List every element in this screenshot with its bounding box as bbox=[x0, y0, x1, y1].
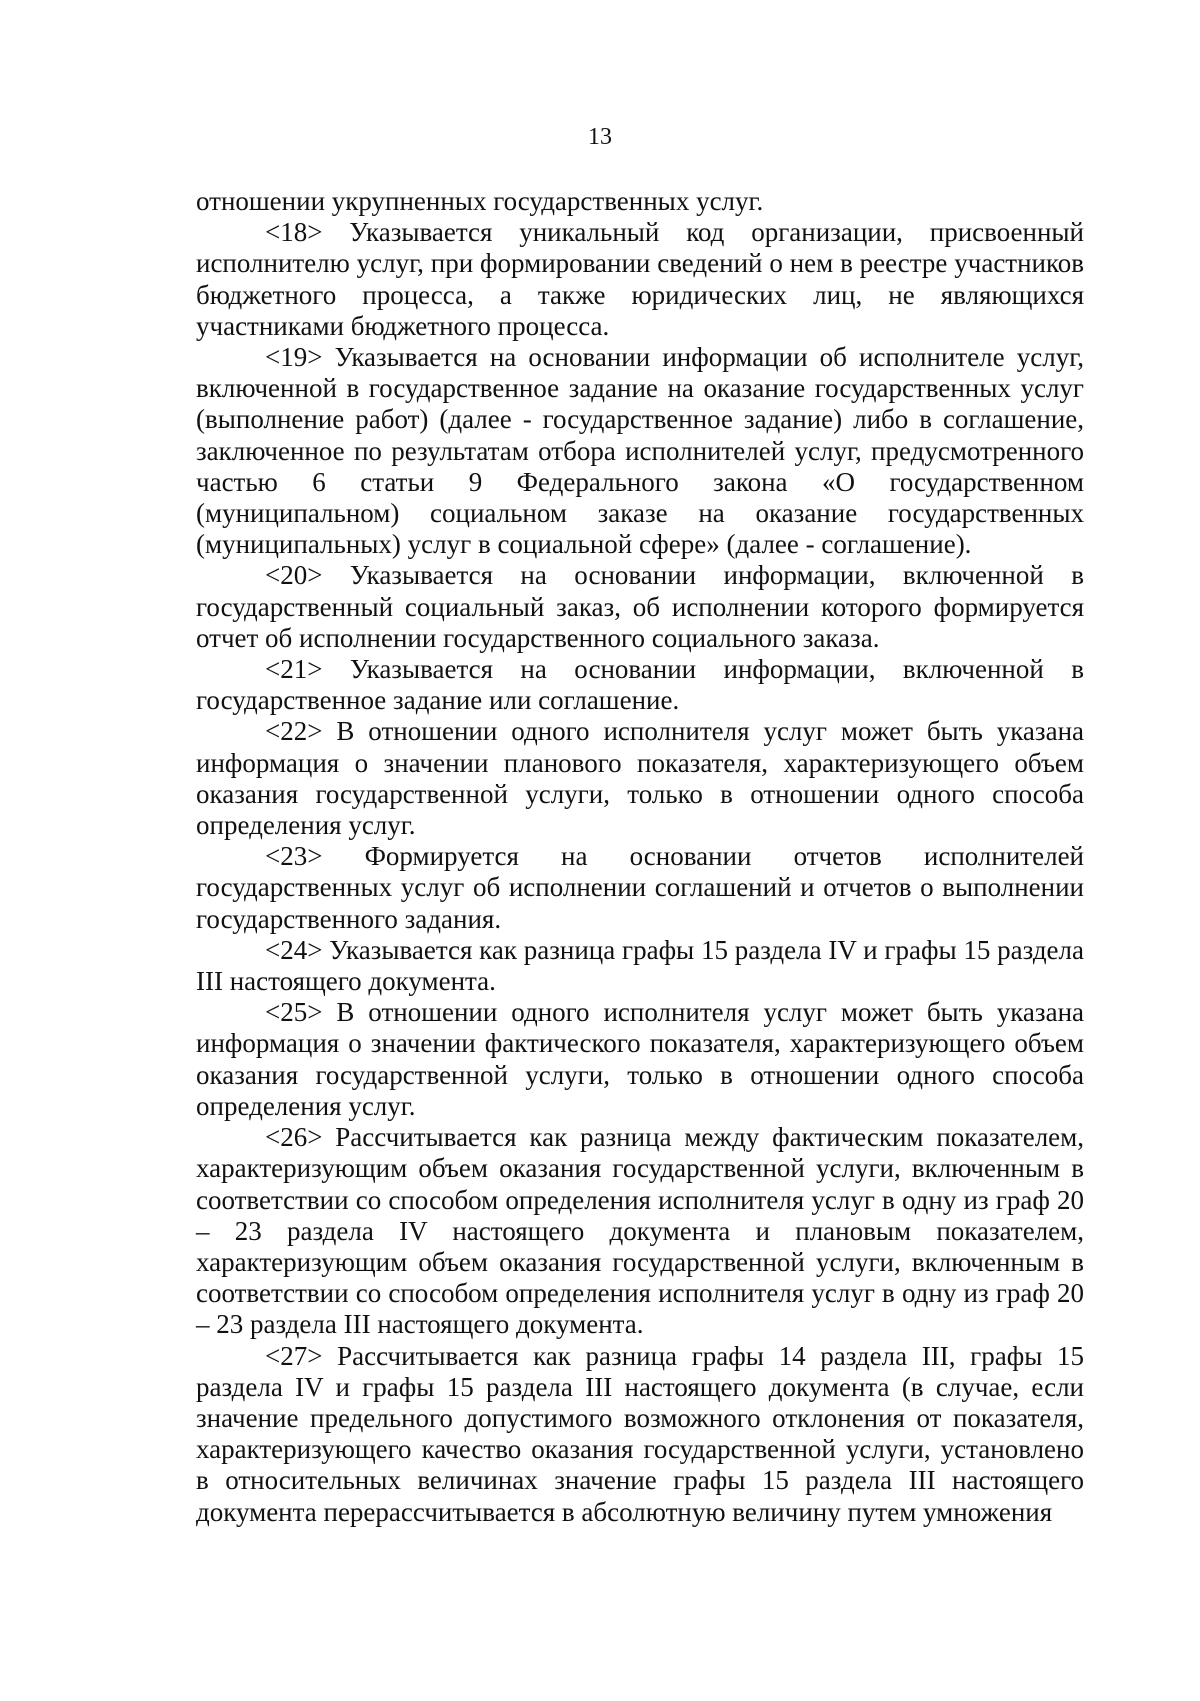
footnote-25: <25> В отношении одного исполнителя услуг может быть указана информация о значении фактического показателя, характеризующего объем оказания государственной услуги, только в отношении одного способа определения услуг. bbox=[196, 997, 1084, 1121]
document-body bbox=[196, 186, 1084, 1528]
footnote-21: <21> Указывается на основании информации, включенной в государственное задание или соглашение. bbox=[196, 654, 1084, 716]
page-number: 13 bbox=[588, 124, 612, 150]
footnote-23: <23> Формируется на основании отчетов исполнителей государственных услуг об исполнении соглашений и отчетов о выполнении государственного задания. bbox=[196, 841, 1084, 934]
footnote-18: <18> Указывается уникальный код организации, присвоенный исполнителю услуг, при формировании сведений о нем в реестре участников бюджетного процесса, а также юридических лиц, не являющихся участниками бюджетного процесса. bbox=[196, 217, 1084, 341]
footnote-19: <19> Указывается на основании информации об исполнителе услуг, включенной в государственное задание на оказание государственных услуг (выполнение работ) (далее - государственное задание) либо в соглашение, заключенное по результатам отбора исполнителей услуг, предусмотренного частью 6 статьи 9 Федерального закона «О государственном (муниципальном) социальном заказе на оказание государственных (муниципальных) услуг в социальной сфере» (далее - соглашение). bbox=[196, 342, 1084, 560]
paragraph-continuation: отношении укрупненных государственных услуг. bbox=[196, 186, 764, 216]
footnote-26: <26> Рассчитывается как разница между фактическим показателем, характеризующим объем оказания государственной услуги, включенным в соответствии со способом определения исполнителя услуг в одну из граф 20 – 23 раздела IV настоящего документа и плановым показателем, характеризующим объем оказания государственной услуги, включенным в соответствии со способом определения исполнителя услуг в одну из граф 20 – 23 раздела III настоящего документа. bbox=[196, 1122, 1084, 1340]
footnote-27: <27> Рассчитывается как разница графы 14 раздела III, графы 15 раздела IV и графы 15 раздела III настоящего документа (в случае, если значение предельного допустимого возможного отклонения от показателя, характеризующего качество оказания государственной услуги, установлено в относительных величинах значение графы 15 раздела III настоящего документа перерассчитывается в абсолютную величину путем умножения bbox=[196, 1340, 1084, 1527]
footnote-20: <20> Указывается на основании информации, включенной в государственный социальный заказ, об исполнении которого формируется отчет об исполнении государственного социального заказа. bbox=[196, 560, 1084, 653]
footnote-22: <22> В отношении одного исполнителя услуг может быть указана информация о значении планового показателя, характеризующего объем оказания государственной услуги, только в отношении одного способа определения услуг. bbox=[196, 716, 1084, 841]
footnote-24: <24> Указывается как разница графы 15 раздела IV и графы 15 раздела III настоящего документа. bbox=[196, 934, 1084, 997]
